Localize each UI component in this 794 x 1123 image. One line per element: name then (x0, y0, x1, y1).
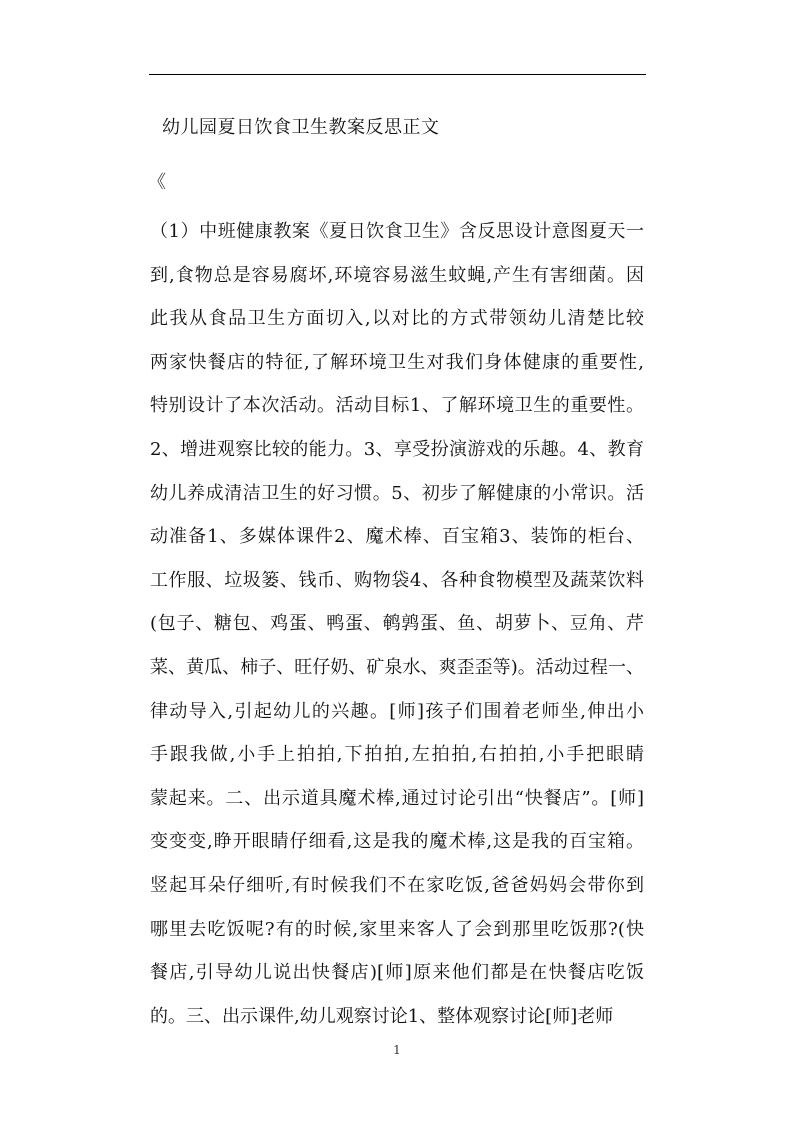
header-rule (149, 74, 646, 75)
body-line: 工作服、垃圾篓、钱币、购物袋4、各种食物模型及蔬菜饮料 (150, 570, 644, 591)
open-bracket: 《 (148, 172, 166, 193)
page-number: 1 (393, 1043, 401, 1057)
body-line: （1）中班健康教案《夏日饮食卫生》含反思设计意图夏天一 (150, 221, 644, 242)
body-line: 到,食物总是容易腐坏,环境容易滋生蚊蝇,产生有害细菌。因 (150, 265, 644, 286)
body-line: 律动导入,引起幼儿的兴趣。[师]孩子们围着老师坐,伸出小 (150, 701, 644, 722)
body-line: 哪里去吃饭呢?有的时候,家里来客人了会到那里吃饭那?(快 (150, 919, 644, 940)
body-line: 两家快餐店的特征,了解环境卫生对我们身体健康的重要性, (150, 352, 644, 373)
body-line: 幼儿养成清洁卫生的好习惯。5、初步了解健康的小常识。活 (150, 483, 644, 504)
document-title: 幼儿园夏日饮食卫生教案反思正文 (162, 117, 440, 138)
body-line: 蒙起来。二、出示道具魔术棒,通过讨论引出“快餐店”。[师] (150, 788, 644, 809)
body-line: (包子、糖包、鸡蛋、鸭蛋、鹌鹑蛋、鱼、胡萝卜、豆角、芹 (150, 613, 644, 634)
body-line: 菜、黄瓜、柿子、旺仔奶、矿泉水、爽歪歪等)。活动过程一、 (150, 657, 644, 678)
body-line: 的。三、出示课件,幼儿观察讨论1、整体观察讨论[师]老师 (150, 1006, 614, 1027)
body-line: 此我从食品卫生方面切入,以对比的方式带领幼儿清楚比较 (150, 308, 644, 329)
body-line: 特别设计了本次活动。活动目标1、了解环境卫生的重要性。 (150, 395, 644, 416)
body-line: 竖起耳朵仔细听,有时候我们不在家吃饭,爸爸妈妈会带你到 (150, 875, 644, 896)
body-line: 变变变,睁开眼睛仔细看,这是我的魔术棒,这是我的百宝箱。 (150, 831, 644, 852)
body-line: 手跟我做,小手上拍拍,下拍拍,左拍拍,右拍拍,小手把眼睛 (150, 744, 644, 765)
body-line: 动准备1、多媒体课件2、魔术棒、百宝箱3、装饰的柜台、 (150, 526, 644, 547)
body-line: 2、增进观察比较的能力。3、享受扮演游戏的乐趣。4、教育 (150, 439, 644, 460)
body-line: 餐店,引导幼儿说出快餐店)[师]原来他们都是在快餐店吃饭 (150, 962, 644, 983)
